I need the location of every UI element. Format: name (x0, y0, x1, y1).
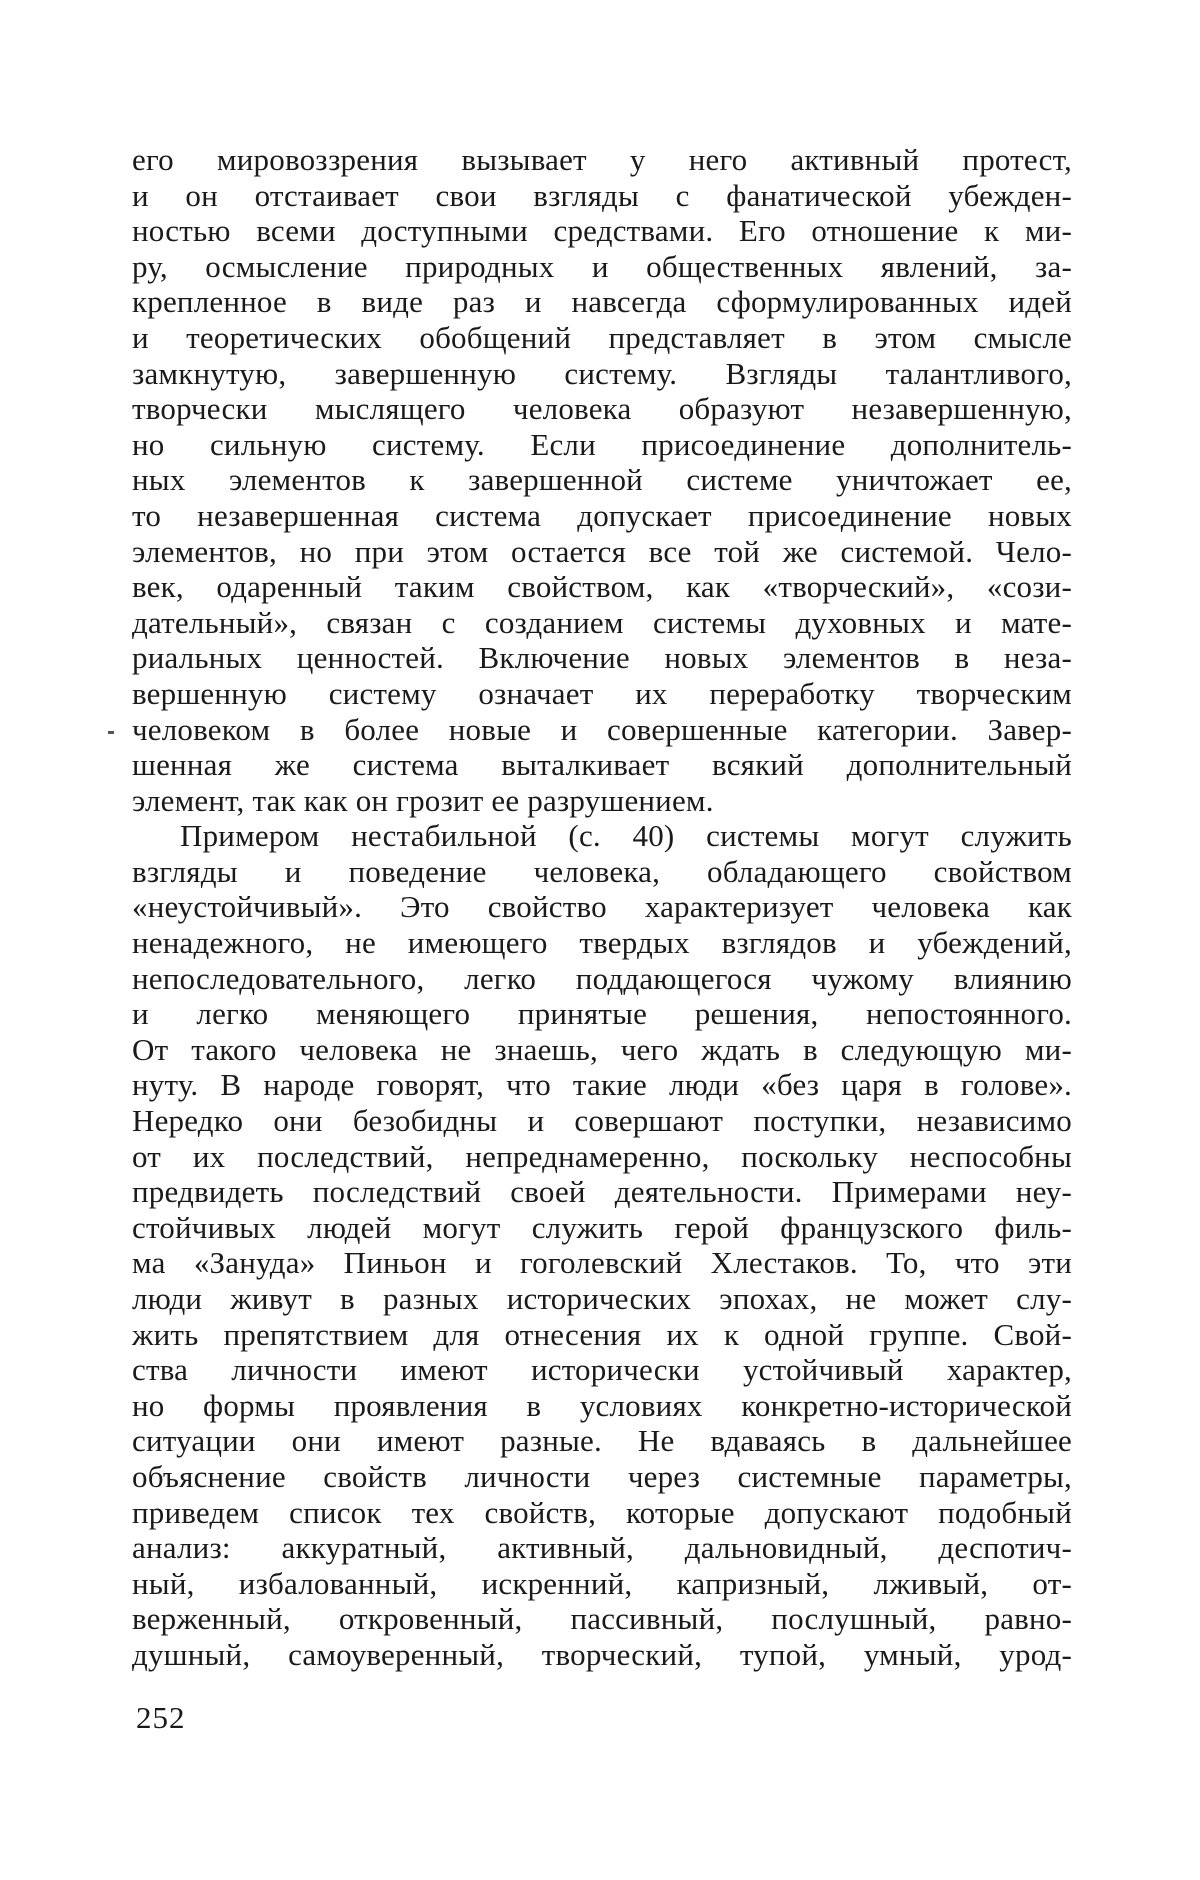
text-line: век, одаренный таким свойством, как «творческий», «сози- (132, 569, 1072, 605)
text-line: душный, самоуверенный, творческий, тупой, умный, урод- (132, 1636, 1072, 1672)
text-line: от их последствий, непреднамеренно, поскольку неспособны (132, 1138, 1072, 1174)
text-line: но сильную систему. Если присоединение дополнитель- (132, 426, 1072, 462)
paragraph-1 (132, 142, 1072, 818)
text-line: От такого человека не знаешь, чего ждать в следующую ми- (132, 1031, 1072, 1067)
text-line: ный, избалованный, искренний, капризный, лживый, от- (132, 1565, 1072, 1601)
text-line: ма «Зануда» Пиньон и гоголевский Хлестаков. То, что эти (132, 1245, 1072, 1281)
text-line: но формы проявления в условиях конкретно-исторической (132, 1387, 1072, 1423)
text-line: человеком в более новые и совершенные категории. Завер- (132, 711, 1072, 747)
margin-mark (108, 731, 114, 734)
text-line: дательный», связан с созданием системы духовных и мате- (132, 604, 1072, 640)
text-line: ситуации они имеют разные. Не вдаваясь в дальнейшее (132, 1423, 1072, 1459)
text-line: приведем список тех свойств, которые допускают подобный (132, 1494, 1072, 1530)
text-line: ных элементов к завершенной системе уничтожает ее, (132, 462, 1072, 498)
text-line: вершенную систему означает их переработку творческим (132, 675, 1072, 711)
text-line: ства личности имеют исторически устойчивый характер, (132, 1352, 1072, 1388)
text-line: взгляды и поведение человека, обладающего свойством (132, 853, 1072, 889)
text-line: элементов, но при этом остается все той же системой. Чело- (132, 533, 1072, 569)
text-line: риальных ценностей. Включение новых элементов в неза- (132, 640, 1072, 676)
text-line: непоследовательного, легко поддающегося чужому влиянию (132, 960, 1072, 996)
text-line: то незавершенная система допускает присоединение новых (132, 497, 1072, 533)
text-line: предвидеть последствий своей деятельности. Примерами неу- (132, 1174, 1072, 1210)
text-line: жить препятствием для отнесения их к одной группе. Свой- (132, 1316, 1072, 1352)
page-number: 252 (136, 1700, 186, 1735)
text-line: «неустойчивый». Это свойство характеризует человека как (132, 889, 1072, 925)
paragraph-2 (132, 818, 1072, 1672)
text-line: ненадежного, не имеющего твердых взглядов и убеждений, (132, 925, 1072, 961)
text-line: элемент, так как он грозит ее разрушением. (132, 782, 714, 818)
text-line: Примером нестабильной (с. 40) системы могут служить (180, 818, 1072, 854)
text-line: шенная же система выталкивает всякий дополнительный (132, 747, 1072, 783)
text-line: и теоретических обобщений представляет в этом смысле (132, 319, 1072, 355)
text-line: ностью всеми доступными средствами. Его отношение к ми- (132, 213, 1072, 249)
text-line: Нередко они безобидны и совершают поступки, независимо (132, 1103, 1072, 1139)
text-line: творчески мыслящего человека образуют незавершенную, (132, 391, 1072, 427)
text-line: стойчивых людей могут служить герой французского филь- (132, 1209, 1072, 1245)
text-line: и легко меняющего принятые решения, непостоянного. (132, 996, 1072, 1032)
text-line: замкнутую, завершенную систему. Взгляды талантливого, (132, 355, 1072, 391)
text-line: ру, осмысление природных и общественных явлений, за- (132, 248, 1072, 284)
text-line: крепленное в виде раз и навсегда сформулированных идей (132, 284, 1072, 320)
text-line: и он отстаивает свои взгляды с фанатической убежден- (132, 177, 1072, 213)
text-line: верженный, откровенный, пассивный, послушный, равно- (132, 1601, 1072, 1637)
body-text (132, 142, 1072, 1673)
text-line: его мировоззрения вызывает у него активный протест, (132, 142, 1072, 177)
text-line: нуту. В народе говорят, что такие люди «без царя в голове». (132, 1067, 1072, 1103)
text-line: объяснение свойств личности через системные параметры, (132, 1458, 1072, 1494)
text-line: люди живут в разных исторических эпохах, не может слу- (132, 1281, 1072, 1316)
text-line: анализ: аккуратный, активный, дальновидный, деспотич- (132, 1530, 1072, 1566)
